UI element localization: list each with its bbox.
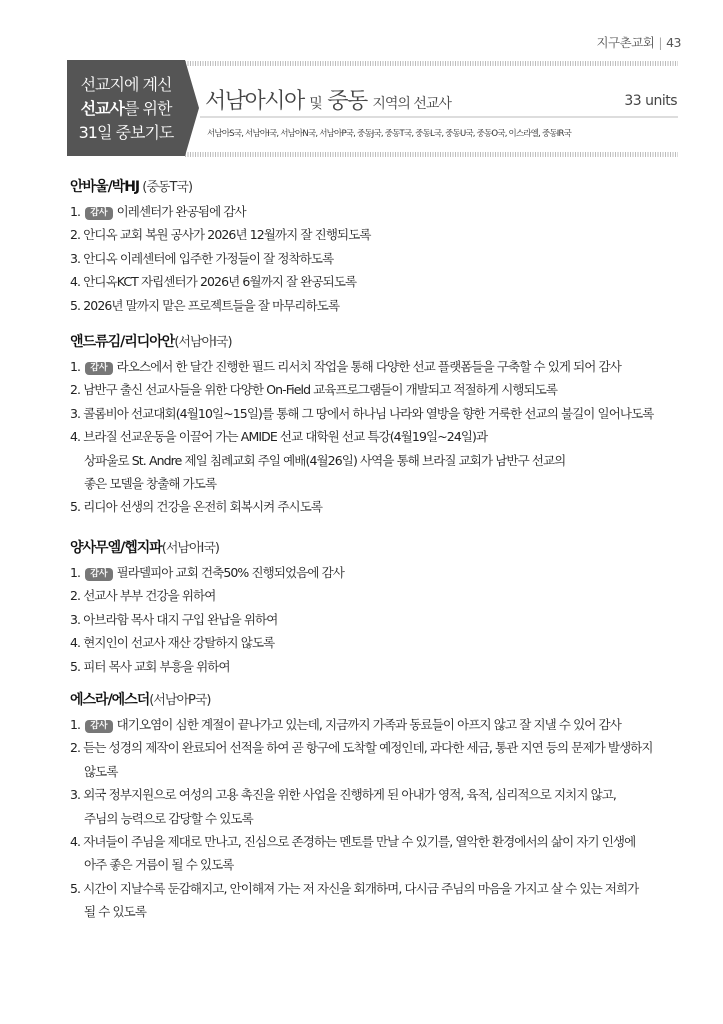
item-text: 주님의 능력으로 감당할 수 있도록 — [84, 810, 253, 826]
title-connector: 및 — [309, 96, 322, 112]
missionary-heading — [70, 536, 710, 561]
thanks-badge: 감사 — [85, 207, 112, 220]
item-number: 4. — [70, 429, 81, 445]
thanks-badge: 감사 — [85, 362, 112, 375]
prayer-item — [70, 495, 710, 518]
item-number: 5. — [70, 499, 81, 515]
banner-line-2 — [67, 97, 185, 121]
prayer-item — [70, 631, 710, 654]
prayer-item — [70, 608, 710, 631]
prayer-item — [70, 270, 710, 293]
region-list: 서남아S국, 서남아I국, 서남아N국, 서남아P국, 중동J국, 중동T국, 중동L국, 중동U국, 중동O국, 이스라엘, 중동IR국 — [207, 129, 572, 139]
item-number: 3. — [70, 611, 81, 627]
item-text: 안디옥 이레센터에 입주한 가정들이 잘 정착하도록 — [83, 250, 334, 266]
item-text: 2026년 말까지 맡은 프로젝트들을 잘 마무리하도록 — [83, 297, 340, 313]
missionary-name: 에스라/에스더 — [70, 692, 150, 708]
missionary-heading — [70, 330, 710, 355]
missionary-heading — [70, 688, 710, 713]
item-text: 콜롬비아 선교대회(4월10일~15일)를 통해 그 땅에서 하나님 나라와 열방을 향한 거룩한 선교의 불길이 일어나도록 — [83, 405, 654, 421]
banner-line-2-bold: 선교사 — [80, 99, 124, 118]
prayer-item — [70, 355, 710, 378]
banner-line-1: 선교지에 계신 — [80, 75, 172, 94]
units-count: 33 units — [624, 93, 677, 109]
missionary-section — [70, 688, 710, 924]
item-number: 3. — [70, 250, 81, 266]
prayer-item — [70, 561, 710, 584]
item-number: 5. — [70, 658, 81, 674]
church-name: 지구촌교회 — [596, 35, 655, 50]
item-text: 안디옥 교회 복원 공사가 2026년 12월까지 잘 진행되도록 — [83, 227, 371, 243]
item-number: 1. — [70, 359, 81, 374]
title-part-2: 중동 — [327, 89, 367, 114]
dotted-rule-top — [185, 61, 678, 66]
item-text: 않도록 — [84, 763, 118, 779]
item-text: 선교사 부부 건강을 위하여 — [83, 588, 216, 604]
page-header — [596, 33, 681, 51]
item-text: 아주 좋은 거름이 될 수 있도록 — [84, 857, 234, 873]
item-text: 피터 목사 교회 부흥을 위하여 — [83, 658, 230, 674]
prayer-item — [70, 378, 710, 401]
prayer-item — [70, 223, 710, 246]
item-text: 아브라함 목사 대지 구입 완납을 위하여 — [83, 611, 278, 627]
banner-line-3: 31일 중보기도 — [78, 123, 174, 142]
prayer-item — [70, 584, 710, 607]
prayer-item — [70, 655, 710, 678]
missionary-section — [70, 330, 710, 519]
item-text: 안디옥KCT 자립센터가 2026년 6월까지 잘 완공되도록 — [83, 274, 357, 290]
missionary-section — [70, 536, 710, 678]
missionary-name: 앤드류김/리디아안 — [70, 334, 175, 350]
series-banner — [67, 60, 185, 156]
prayer-item — [70, 830, 710, 877]
item-number: 1. — [70, 565, 81, 580]
item-number: 4. — [70, 635, 81, 651]
item-text: 남반구 출신 선교사들을 위한 다양한 On-Field 교육프로그램들이 개발되고 적절하게 시행되도록 — [83, 382, 558, 398]
item-number: 1. — [70, 717, 81, 732]
item-text: 상파울로 St. Andre 제일 침례교회 주일 예배(4월26일) 사역을 통해 브라질 교회가 남반구 선교의 — [84, 452, 566, 468]
item-number: 3. — [70, 787, 81, 803]
item-text: 시간이 지날수록 둔감해지고, 안이해져 가는 저 자신을 회개하며, 다시금 주님의 마음을 가지고 살 수 있는 저희가 — [83, 880, 639, 896]
item-number: 2. — [70, 382, 81, 398]
missionary-region: (서남아I국) — [161, 541, 219, 556]
item-number: 2. — [70, 588, 81, 604]
item-text: 브라질 선교운동을 이끌어 가는 AMIDE 선교 대학원 선교 특강(4월19일~24일)과 — [83, 429, 488, 445]
title-underline — [200, 116, 678, 118]
missionary-section — [70, 175, 710, 317]
prayer-item — [70, 200, 710, 223]
dotted-rule-bottom — [185, 152, 678, 157]
prayer-item — [70, 402, 710, 425]
item-text: 대기오염이 심한 계절이 끝나가고 있는데, 지금까지 가족과 동료들이 아프지 않고 잘 지낼 수 있어 감사 — [116, 717, 621, 732]
divider: | — [658, 35, 663, 50]
item-text: 필라델피아 교회 건축50% 진행되었음에 감사 — [116, 565, 344, 580]
item-text: 될 수 있도록 — [84, 904, 147, 920]
page-title — [205, 84, 451, 115]
prayer-item — [70, 783, 710, 830]
item-number: 2. — [70, 227, 81, 243]
title-suffix: 지역의 선교사 — [372, 96, 451, 112]
item-number: 3. — [70, 405, 81, 421]
item-number: 4. — [70, 274, 81, 290]
item-number: 4. — [70, 834, 81, 850]
item-text: 좋은 모델을 창출해 가도록 — [84, 476, 217, 492]
item-text: 현지인이 선교사 재산 강탈하지 않도록 — [83, 635, 275, 651]
item-text: 이레센터가 완공됨에 감사 — [116, 204, 246, 219]
prayer-item — [70, 877, 710, 924]
item-text: 라오스에서 한 달간 진행한 필드 리서치 작업을 통해 다양한 선교 플랫폼들을 구축할 수 있게 되어 감사 — [116, 359, 621, 374]
title-part-1: 서남아시아 — [205, 89, 304, 114]
thanks-badge: 감사 — [85, 720, 112, 733]
item-number: 2. — [70, 740, 81, 756]
item-text: 외국 정부지원으로 여성의 고용 촉진을 위한 사업을 진행하게 된 아내가 영적, 육적, 심리적으로 지치지 않고, — [83, 787, 616, 803]
prayer-item — [70, 736, 710, 783]
item-number: 5. — [70, 297, 81, 313]
item-text: 리디아 선생의 건강을 온전히 회복시켜 주시도록 — [83, 499, 323, 515]
thanks-badge: 감사 — [85, 568, 112, 581]
prayer-item — [70, 425, 710, 495]
missionary-region: (중동T국) — [139, 180, 193, 195]
missionary-region: (서남아P국) — [149, 693, 211, 708]
prayer-item — [70, 294, 710, 317]
missionary-heading — [70, 175, 710, 200]
missionary-region: (서남아I국) — [174, 335, 232, 350]
missionary-name: 양사무엘/헵지파 — [70, 540, 162, 556]
item-text: 자녀들이 주님을 제대로 만나고, 진심으로 존경하는 멘토를 만날 수 있기를, 열악한 환경에서의 삶이 자기 인생에 — [83, 834, 636, 850]
item-number: 1. — [70, 204, 81, 219]
prayer-item — [70, 713, 710, 736]
item-text: 듣는 성경의 제작이 완료되어 선적을 하여 곧 항구에 도착할 예정인데, 과다한 세금, 통관 지연 등의 문제가 발생하지 — [83, 740, 653, 756]
item-number: 5. — [70, 880, 81, 896]
missionary-name: 안바울/박HJ — [70, 179, 140, 195]
banner-line-2-rest: 를 위한 — [123, 99, 172, 118]
page-number: 43 — [666, 35, 681, 50]
prayer-item — [70, 247, 710, 270]
